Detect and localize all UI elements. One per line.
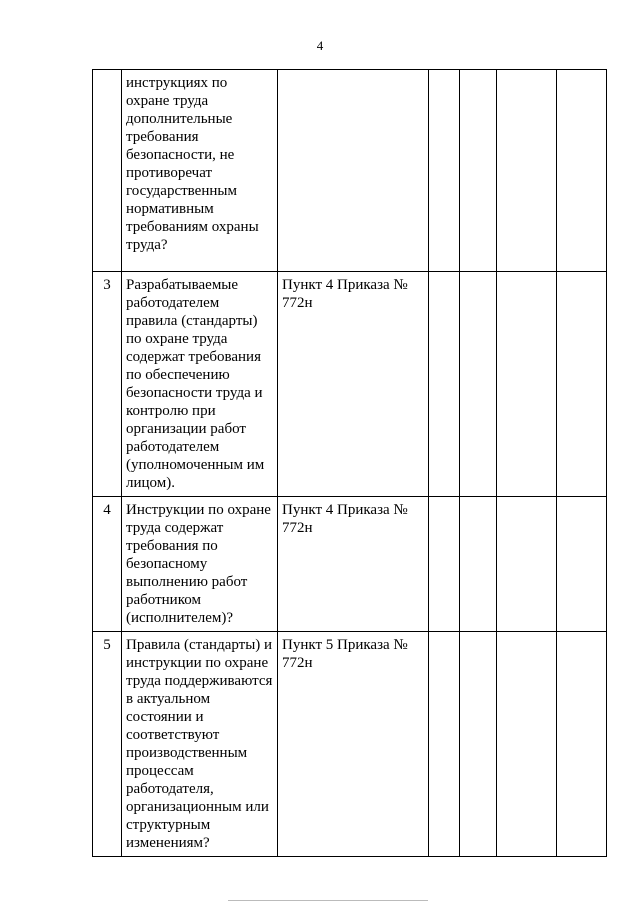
checklist-table — [92, 69, 607, 857]
answer-cell-not-applicable[interactable] — [497, 70, 557, 272]
answer-cell-no[interactable] — [460, 70, 497, 272]
answer-cell-no[interactable] — [460, 497, 497, 632]
row-number: 3 — [93, 272, 122, 497]
table-row — [93, 632, 607, 857]
row-number: 5 — [93, 632, 122, 857]
table-row — [93, 272, 607, 497]
table-row — [93, 70, 607, 272]
notes-cell[interactable] — [557, 70, 607, 272]
answer-cell-not-applicable[interactable] — [497, 272, 557, 497]
question-text: Разрабатываемые работодателем правила (стандарты) по охране труда содержат требования по обеспечению безопасности труда и контролю при организации работ работодателем (уполномоченным им лицом). — [122, 272, 278, 497]
answer-cell-yes[interactable] — [429, 70, 460, 272]
answer-cell-not-applicable[interactable] — [497, 632, 557, 857]
legal-basis: Пункт 5 Приказа № 772н — [278, 632, 429, 857]
table-row — [93, 497, 607, 632]
answer-cell-yes[interactable] — [429, 272, 460, 497]
question-text: инструкциях по охране труда дополнительные требования безопасности, не противоречат государственным нормативным требованиям охраны труда? — [122, 70, 278, 272]
answer-cell-no[interactable] — [460, 272, 497, 497]
notes-cell[interactable] — [557, 632, 607, 857]
row-number: 4 — [93, 497, 122, 632]
legal-basis — [278, 70, 429, 272]
page-number: 4 — [316, 38, 324, 53]
legal-basis: Пункт 4 Приказа № 772н — [278, 497, 429, 632]
legal-basis: Пункт 4 Приказа № 772н — [278, 272, 429, 497]
notes-cell[interactable] — [557, 272, 607, 497]
row-number — [93, 70, 122, 272]
answer-cell-yes[interactable] — [429, 497, 460, 632]
notes-cell[interactable] — [557, 497, 607, 632]
answer-cell-yes[interactable] — [429, 632, 460, 857]
answer-cell-no[interactable] — [460, 632, 497, 857]
scan-edge-line — [228, 900, 428, 901]
answer-cell-not-applicable[interactable] — [497, 497, 557, 632]
question-text: Правила (стандарты) и инструкции по охране труда поддерживаются в актуальном состоянии и соответствуют производственным процессам работодателя, организационным или структурным изменениям? — [122, 632, 278, 857]
question-text: Инструкции по охране труда содержат требования по безопасному выполнению работ работником (исполнителем)? — [122, 497, 278, 632]
